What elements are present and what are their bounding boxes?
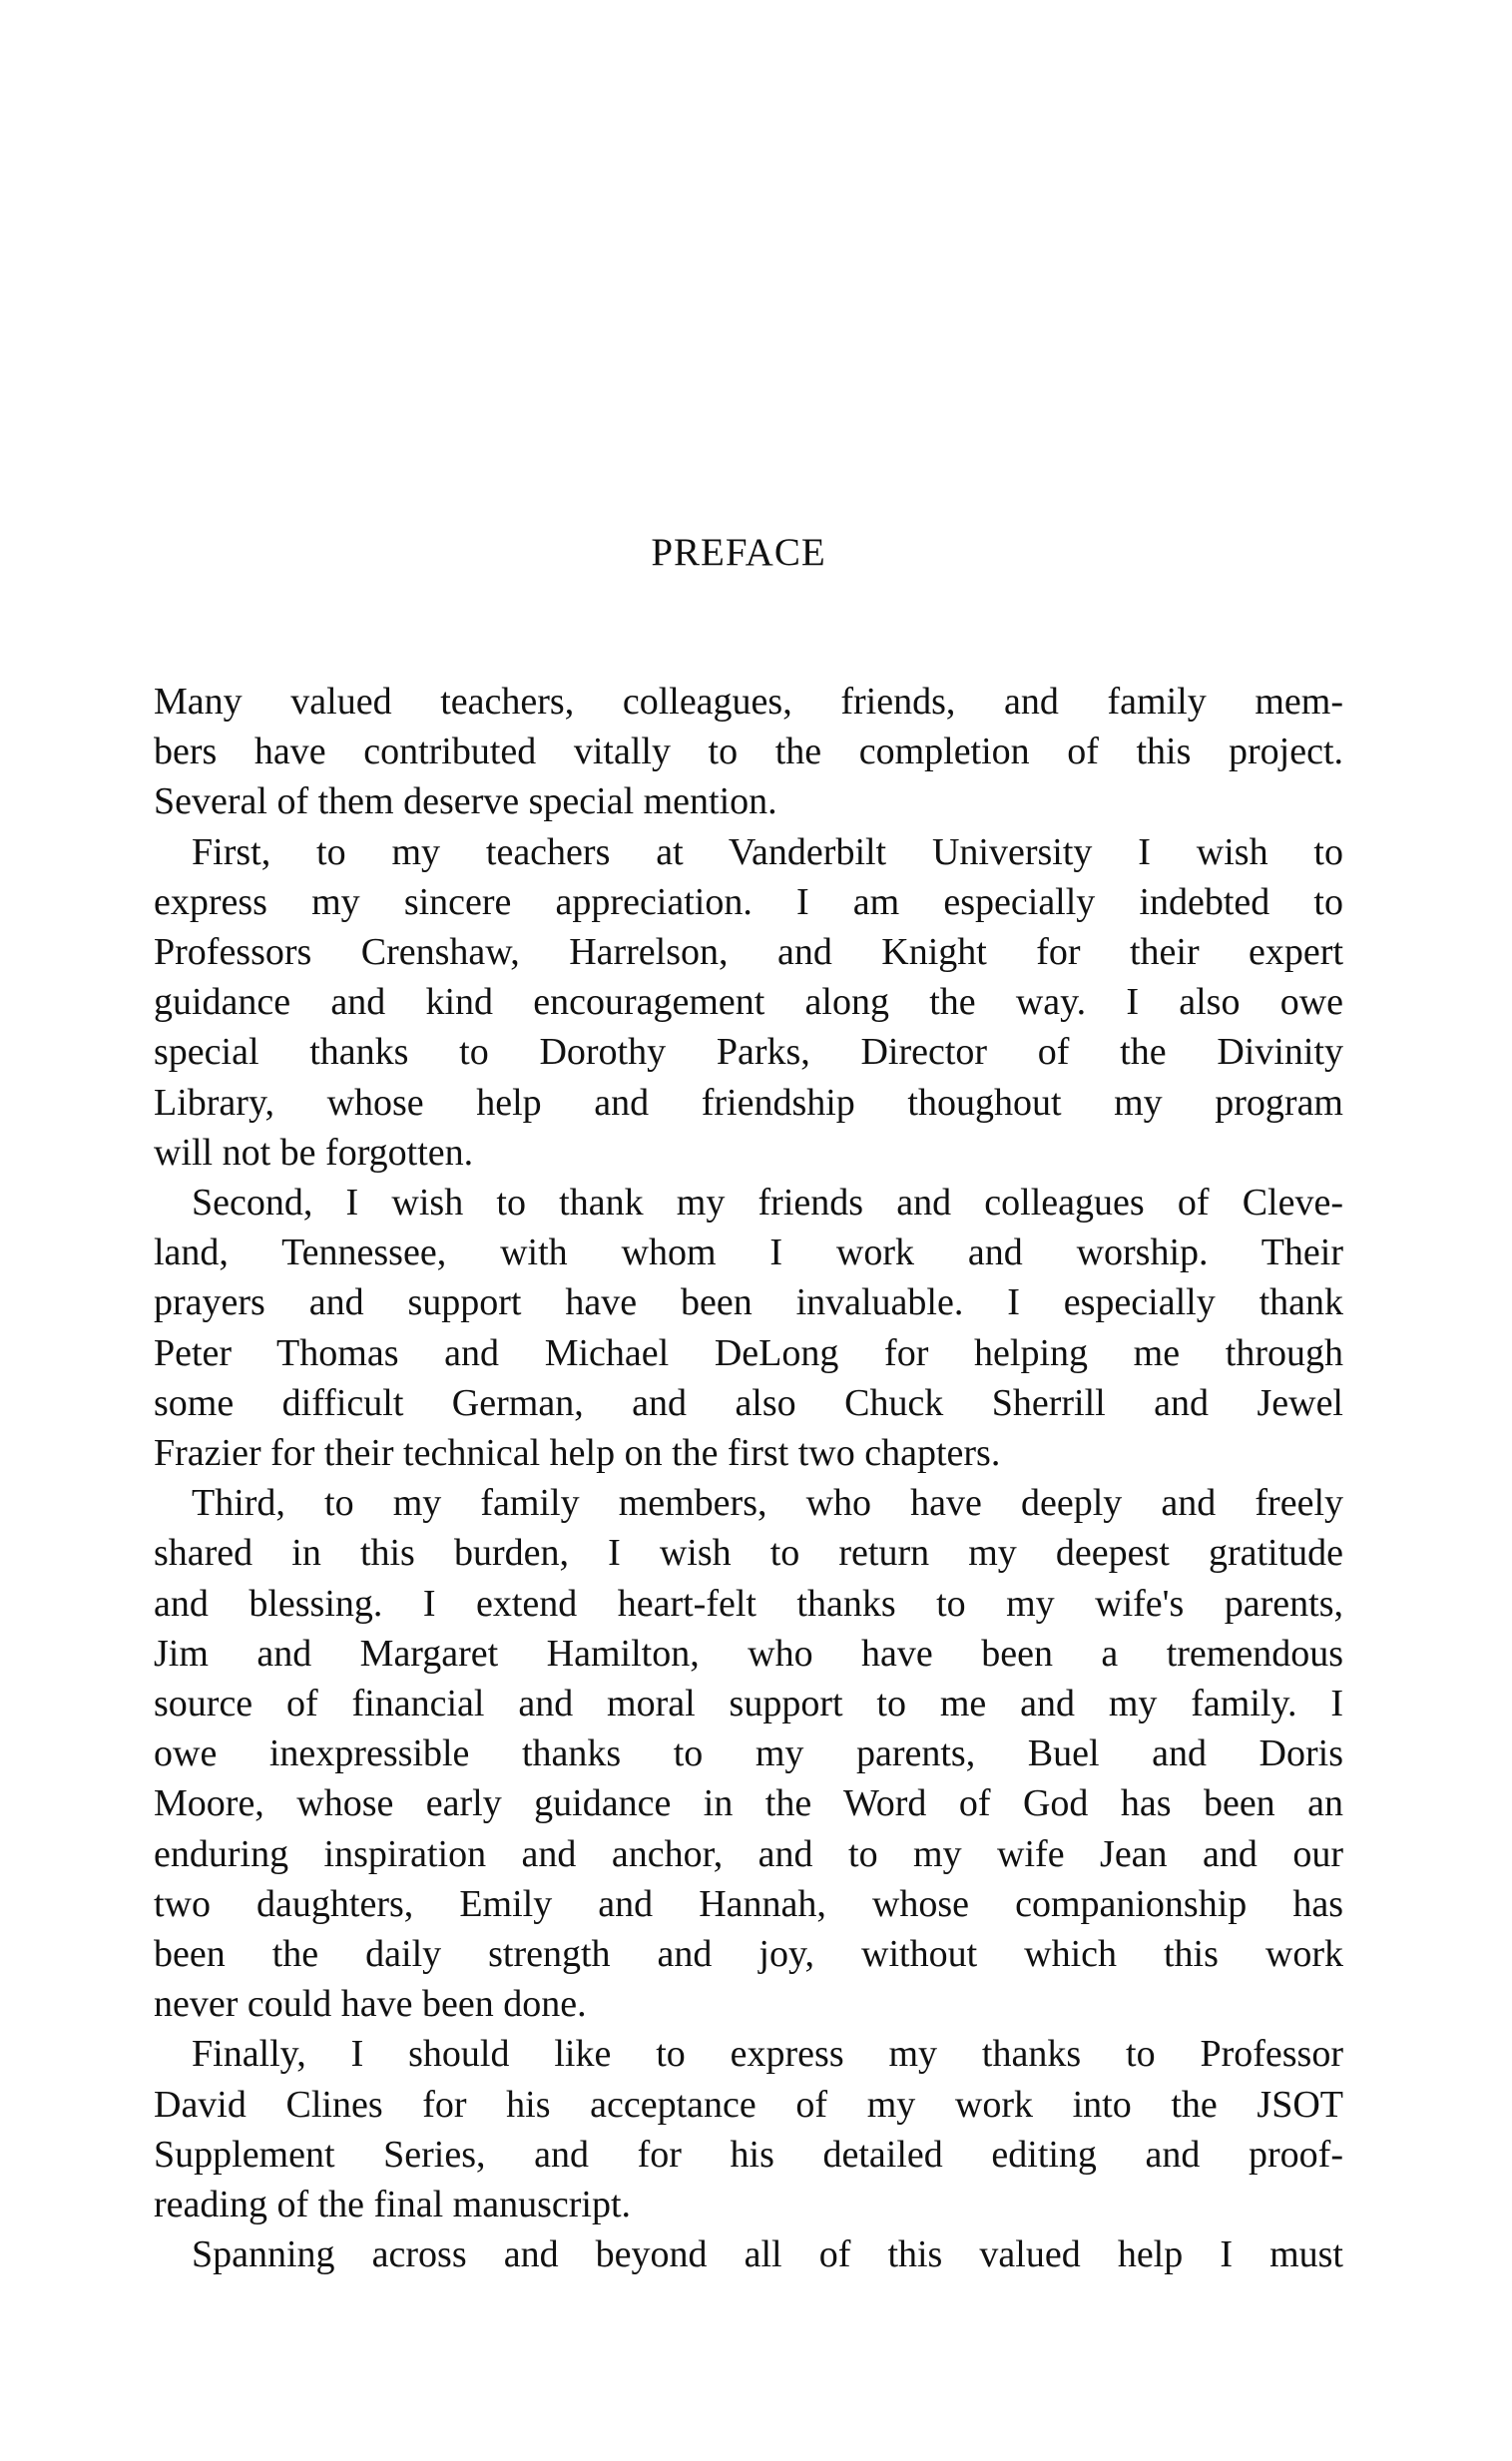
text-line: David Clines for his acceptance of my work into the JSOT — [154, 2083, 1343, 2126]
text-line: never could have been done. — [154, 1983, 587, 2026]
text-line: guidance and kind encouragement along the way. I also owe — [154, 981, 1343, 1024]
text-line: shared in this burden, I wish to return my deepest gratitude — [154, 1532, 1343, 1575]
text-line: First, to my teachers at Vanderbilt University I wish to — [192, 830, 1343, 873]
text-line: source of financial and moral support to me and my family. I — [154, 1683, 1343, 1725]
page-title: PREFACE — [651, 531, 826, 574]
text-line: prayers and support have been invaluable. I especially thank — [154, 1281, 1343, 1324]
text-line: Third, to my family members, who have deeply and freely — [192, 1482, 1343, 1525]
text-line: bers have contributed vitally to the completion of this project. — [154, 731, 1343, 773]
text-line: two daughters, Emily and Hannah, whose companionship has — [154, 1882, 1343, 1925]
text-line: express my sincere appreciation. I am especially indebted to — [154, 880, 1343, 923]
text-line: and blessing. I extend heart-felt thanks to my wife's parents, — [154, 1582, 1343, 1625]
text-line: Supplement Series, and for his detailed editing and proof- — [154, 2133, 1343, 2176]
text-line: Finally, I should like to express my thanks to Professor — [192, 2033, 1343, 2076]
text-line: Second, I wish to thank my friends and colleagues of Cleve- — [192, 1182, 1343, 1225]
text-line: special thanks to Dorothy Parks, Director of the Divinity — [154, 1031, 1343, 1074]
text-line: Library, whose help and friendship thoughout my program — [154, 1081, 1343, 1124]
text-line: Moore, whose early guidance in the Word of God has been an — [154, 1782, 1343, 1825]
paragraph-5 — [154, 2029, 1343, 2229]
text-line: reading of the final manuscript. — [154, 2184, 632, 2226]
paragraph-4 — [154, 1478, 1343, 2029]
text-line: some difficult German, and also Chuck Sherrill and Jewel — [154, 1381, 1343, 1424]
text-line: been the daily strength and joy, without which this work — [154, 1933, 1343, 1976]
paragraph-1 — [154, 677, 1343, 827]
text-line: Professors Crenshaw, Harrelson, and Knight for their expert — [154, 931, 1343, 974]
text-line: Jim and Margaret Hamilton, who have been a tremendous — [154, 1632, 1343, 1675]
text-line: Several of them deserve special mention. — [154, 780, 777, 823]
text-line: Peter Thomas and Michael DeLong for helping me through — [154, 1331, 1343, 1374]
text-line: owe inexpressible thanks to my parents, Buel and Doris — [154, 1732, 1343, 1775]
text-line: Spanning across and beyond all of this valued help I must — [192, 2233, 1343, 2276]
paragraph-6 — [154, 2229, 1343, 2279]
text-line: enduring inspiration and anchor, and to my wife Jean and our — [154, 1832, 1343, 1875]
preface-body — [154, 677, 1343, 2280]
text-line: Many valued teachers, colleagues, friends, and family mem- — [154, 681, 1343, 723]
paragraph-3 — [154, 1178, 1343, 1478]
text-line: land, Tennessee, with whom I work and worship. Their — [154, 1231, 1343, 1274]
paragraph-2 — [154, 827, 1343, 1178]
text-line: will not be forgotten. — [154, 1131, 474, 1174]
text-line: Frazier for their technical help on the first two chapters. — [154, 1432, 1001, 1475]
